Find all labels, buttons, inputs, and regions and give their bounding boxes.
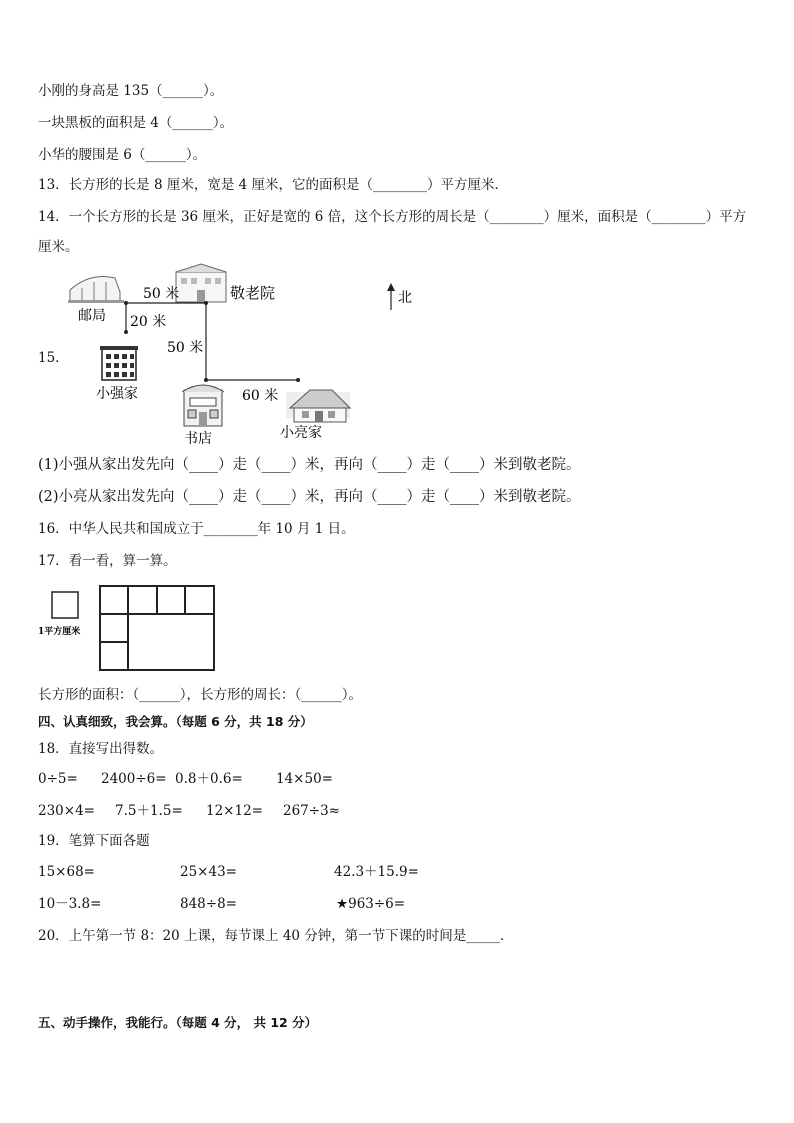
area-grid-figure (36, 584, 226, 674)
q18-item: 0÷5= (38, 771, 78, 787)
q18-item: 267÷3≈ (283, 803, 340, 819)
xiaoliang-home-label: 小亮家 (280, 425, 322, 441)
nursing-home-label: 敬老院 (230, 284, 276, 302)
line-waist-question: 小华的腰围是 6（______）。 (38, 147, 207, 163)
bookstore-icon (182, 385, 224, 426)
section-4-heading: 四、认真细致，我会算。（每题 6 分，共 18 分） (38, 714, 313, 729)
north-arrow-icon (387, 283, 395, 310)
distance-50m-top: 50 米 (143, 286, 180, 302)
q19-item: 25×43= (180, 864, 237, 880)
section-5-heading: 五、动手操作，我能行。（每题 4 分， 共 12 分） (38, 1015, 318, 1030)
xiaoqiang-home-icon (100, 346, 138, 380)
north-label: 北 (398, 290, 412, 306)
question-14-line-2: 厘米。 (38, 239, 79, 255)
question-14-line-1: 14．一个长方形的长是 36 厘米，正好是宽的 6 倍，这个长方形的周长是（________）厘米，面积是（________）平方 (38, 209, 747, 225)
post-office-label: 邮局 (78, 308, 106, 324)
unit-square (52, 592, 78, 618)
nursing-home-icon (176, 264, 226, 302)
question-17-answer: 长方形的面积：（______），长方形的周长：（______）。 (38, 687, 362, 703)
q19-item: 15×68= (38, 864, 95, 880)
rectangle-grid (100, 586, 214, 670)
q19-item: 10－3.8= (38, 896, 102, 912)
distance-50m-vertical: 50 米 (167, 340, 204, 356)
q18-item: 12×12= (206, 803, 263, 819)
question-19: 19．笔算下面各题 (38, 833, 150, 849)
question-16: 16．中华人民共和国成立于________年 10 月 1 日。 (38, 521, 355, 537)
q18-item: 230×4= (38, 803, 95, 819)
xiaoliang-home-icon (286, 390, 350, 422)
unit-square-label: 1平方厘米 (38, 627, 81, 637)
xiaoqiang-home-label: 小强家 (96, 386, 138, 402)
q18-item: 2400÷6= (101, 771, 167, 787)
question-15-part-1: (1)小强从家出发先向（____）走（____）米，再向（____）走（____）米到敬老院。 (38, 457, 581, 473)
question-13: 13．长方形的长是 8 厘米，宽是 4 厘米，它的面积是（________）平方厘米． (38, 177, 509, 193)
distance-20m: 20 米 (130, 314, 167, 330)
question-20: 20．上午第一节 8：20 上课，每节课上 40 分钟，第一节下课的时间是_____． (38, 928, 514, 944)
distance-60m: 60 米 (242, 388, 279, 404)
question-15-number: 15． (38, 350, 69, 366)
q19-item: ★963÷6= (336, 896, 406, 912)
q19-item: 848÷8= (180, 896, 237, 912)
line-blackboard-question: 一块黑板的面积是 4（______）。 (38, 115, 234, 131)
bookstore-label: 书店 (184, 431, 212, 447)
q18-item: 14×50= (276, 771, 333, 787)
q18-item: 0.8＋0.6= (175, 771, 243, 787)
question-17: 17．看一看，算一算。 (38, 553, 177, 569)
route-map-figure (60, 262, 480, 452)
line-height-question: 小刚的身高是 135（______）。 (38, 83, 224, 99)
post-office-icon (68, 277, 124, 304)
question-18: 18．直接写出得数。 (38, 741, 164, 757)
q18-item: 7.5＋1.5= (115, 803, 183, 819)
question-15-part-2: (2)小亮从家出发先向（____）走（____）米，再向（____）走（____）米到敬老院。 (38, 489, 581, 505)
q19-item: 42.3＋15.9= (334, 864, 419, 880)
